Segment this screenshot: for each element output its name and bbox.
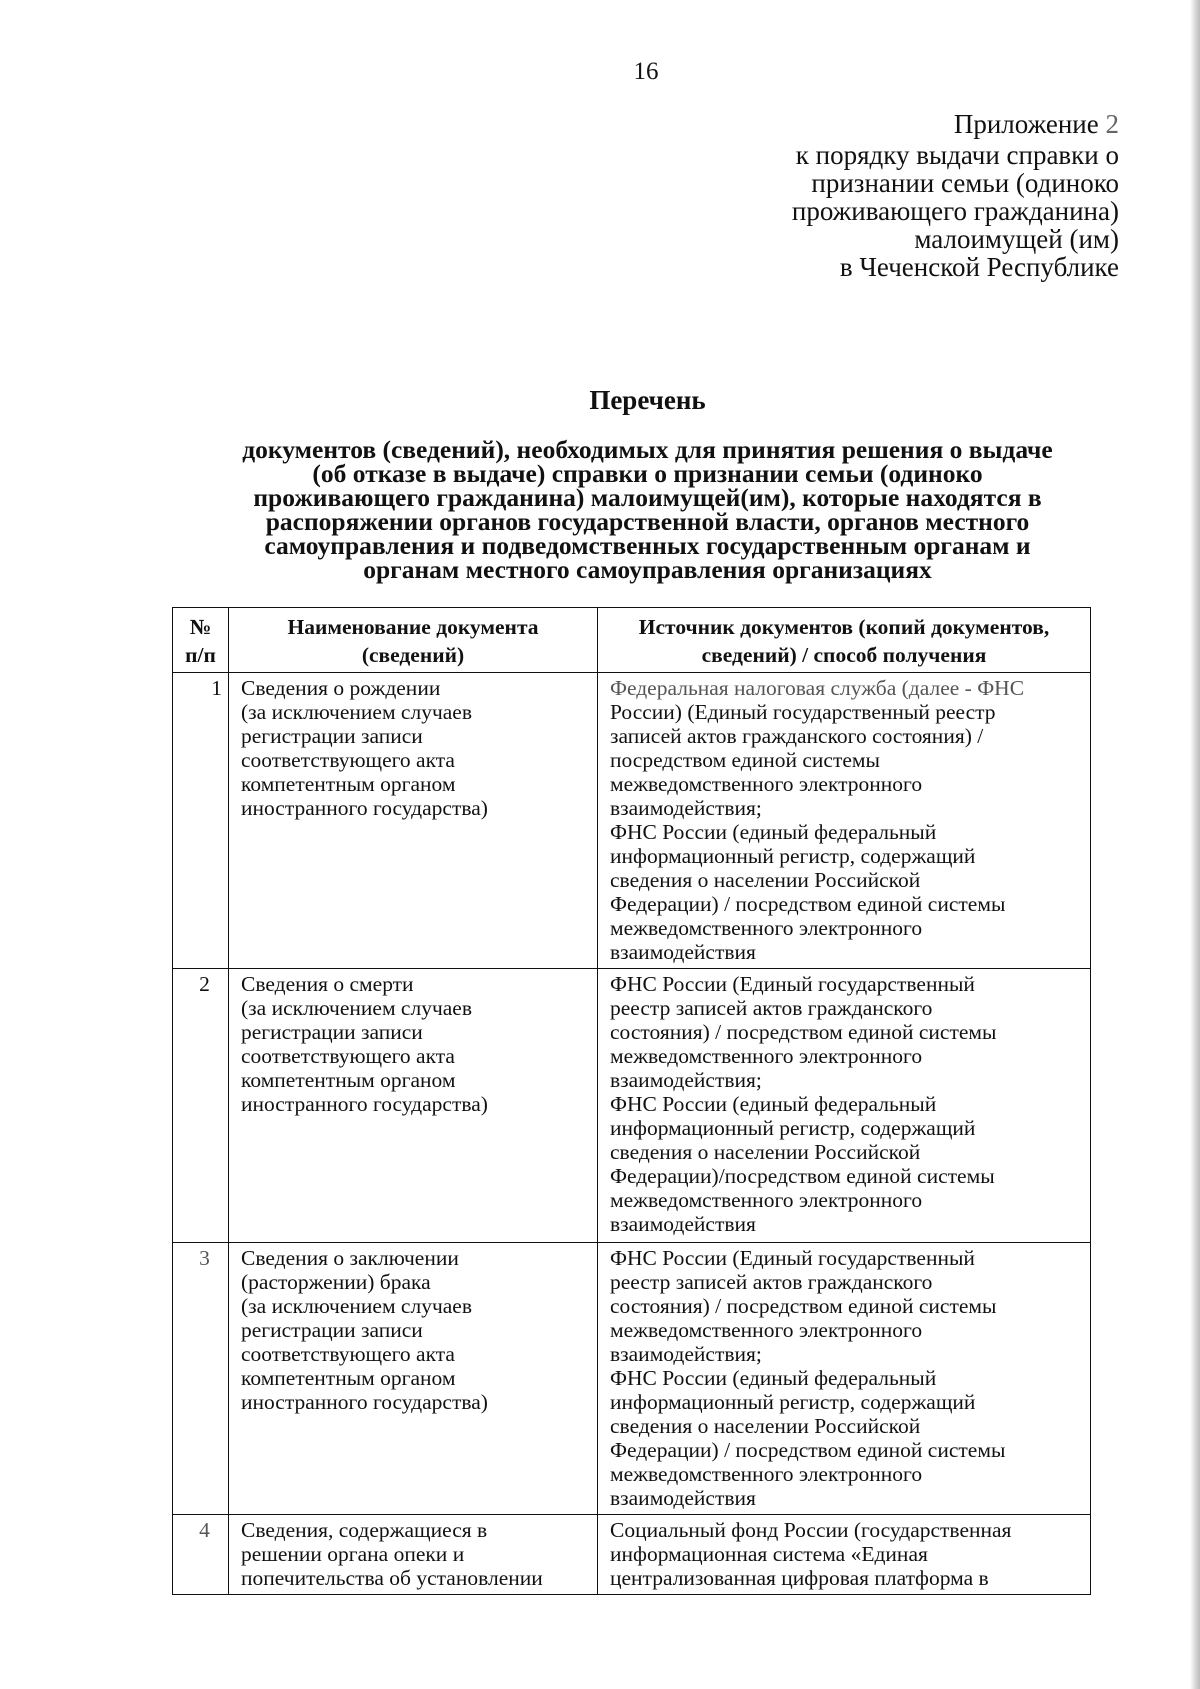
cell-line: регистрации записи	[241, 1318, 423, 1342]
cell-line: записей актов гражданского состояния) /	[610, 724, 984, 748]
row-document-name	[229, 1243, 598, 1515]
header-line: (сведений)	[361, 643, 465, 667]
cell-line: межведомственного электронного	[610, 1462, 923, 1486]
cell-line: компетентным органом	[241, 772, 456, 796]
cell-line: ФНС России (единый федеральный	[610, 1092, 937, 1116]
cell-line: регистрации записи	[241, 1020, 423, 1044]
cell-line: (за исключением случаев	[241, 700, 472, 724]
appendix-number: 2	[1105, 109, 1119, 139]
cell-line: взаимодействия	[610, 1212, 756, 1236]
appendix-line: малоимущей (им)	[914, 224, 1119, 254]
row-number: 1	[173, 673, 229, 969]
cell-line: централизованная цифровая платформа в	[610, 1566, 989, 1590]
header-line: п/п	[185, 643, 216, 667]
cell-line: реестр записей актов гражданского	[610, 996, 933, 1020]
cell-line: взаимодействия	[610, 940, 756, 964]
document-heading	[170, 385, 1125, 582]
cell-line: (за исключением случаев	[241, 996, 472, 1020]
heading-title: Перечень	[589, 385, 706, 415]
cell-line: взаимодействия;	[610, 1068, 762, 1092]
cell-line: соответствующего акта	[241, 1044, 455, 1068]
heading-subtitle-line: проживающего гражданина) малоимущей(им), которые находятся в	[253, 483, 1042, 512]
row-number: 2	[173, 969, 229, 1243]
appendix-title-text: Приложение	[953, 109, 1099, 139]
appendix-line: проживающего гражданина)	[791, 196, 1119, 226]
header-num	[173, 608, 229, 673]
cell-line: Сведения о заключении	[241, 1246, 459, 1270]
cell-line: ФНС России (Единый государственный	[610, 1246, 975, 1270]
cell-line: межведомственного электронного	[610, 772, 923, 796]
row-document-name	[229, 673, 598, 969]
cell-line: взаимодействия;	[610, 1342, 762, 1366]
heading-subtitle-line: документов (сведений), необходимых для принятия решения о выдаче	[242, 435, 1053, 464]
cell-line: состояния) / посредством единой системы	[610, 1020, 997, 1044]
row-number: 3	[173, 1243, 229, 1515]
heading-subtitle-line: распоряжении органов государственной власти, органов местного	[265, 507, 1030, 536]
cell-line: иностранного государства)	[241, 1092, 488, 1116]
cell-line: Федерации) / посредством единой системы	[610, 892, 1006, 916]
cell-line: регистрации записи	[241, 724, 423, 748]
cell-line: реестр записей актов гражданского	[610, 1270, 933, 1294]
appendix-line: к порядку выдачи справки о	[795, 140, 1119, 170]
cell-line: состояния) / посредством единой системы	[610, 1294, 997, 1318]
header-name	[229, 608, 598, 673]
cell-line: компетентным органом	[241, 1366, 456, 1390]
row-source	[598, 969, 1091, 1243]
cell-line: информационный регистр, содержащий	[610, 1390, 976, 1414]
table-header-row	[173, 608, 1091, 673]
row-source	[598, 1243, 1091, 1515]
header-line: №	[189, 615, 212, 639]
documents-table	[172, 607, 1091, 1595]
row-number: 4	[173, 1515, 229, 1595]
cell-line: информационная система «Единая	[610, 1542, 928, 1566]
appendix-line: в Чеченской Республике	[839, 252, 1119, 282]
cell-line: попечительства об установлении	[241, 1566, 543, 1590]
cell-line: Федерации) / посредством единой системы	[610, 1438, 1006, 1462]
row-source	[598, 1515, 1091, 1595]
appendix-block	[640, 110, 1119, 281]
cell-line: соответствующего акта	[241, 748, 455, 772]
cell-line: информационный регистр, содержащий	[610, 844, 976, 868]
heading-subtitle	[170, 435, 1125, 584]
row-source	[598, 673, 1091, 969]
row-document-name	[229, 1515, 598, 1595]
cell-line: посредством единой системы	[610, 748, 880, 772]
page-edge-shadow	[1190, 0, 1200, 1689]
cell-line: информационный регистр, содержащий	[610, 1116, 976, 1140]
cell-line: (расторжении) брака	[241, 1270, 431, 1294]
cell-line: взаимодействия;	[610, 796, 762, 820]
heading-subtitle-line: (об отказе в выдаче) справки о признании семьи (одиноко	[312, 459, 983, 488]
table-row	[173, 1515, 1091, 1595]
cell-line: ФНС России (единый федеральный	[610, 820, 937, 844]
table-row	[173, 969, 1091, 1243]
cell-line: Федерации)/посредством единой системы	[610, 1164, 995, 1188]
header-line: Источник документов (копий документов,	[638, 615, 1050, 639]
cell-line: межведомственного электронного	[610, 1044, 923, 1068]
cell-line: Социальный фонд России (государственная	[610, 1518, 1012, 1542]
page-number: 16	[633, 58, 659, 85]
cell-line: Сведения о рождении	[241, 676, 441, 700]
cell-line: межведомственного электронного	[610, 916, 923, 940]
heading-subtitle-line: самоуправления и подведомственных государственным органам и	[264, 531, 1031, 560]
cell-line: (за исключением случаев	[241, 1294, 472, 1318]
table-row	[173, 1243, 1091, 1515]
header-source	[598, 608, 1091, 673]
cell-line: России) (Единый государственный реестр	[610, 700, 996, 724]
cell-line: компетентным органом	[241, 1068, 456, 1092]
header-line: сведений) / способ получения	[701, 643, 987, 667]
cell-line: межведомственного электронного	[610, 1188, 923, 1212]
cell-line: решении органа опеки и	[241, 1542, 465, 1566]
appendix-title	[640, 110, 1119, 138]
cell-line: Сведения о смерти	[241, 972, 414, 996]
cell-line: сведения о населении Российской	[610, 1140, 921, 1164]
appendix-line: признании семьи (одиноко	[811, 168, 1119, 198]
cell-line: соответствующего акта	[241, 1342, 455, 1366]
cell-line: сведения о населении Российской	[610, 1414, 921, 1438]
cell-line: ФНС России (Единый государственный	[610, 972, 975, 996]
row-document-name	[229, 969, 598, 1243]
cell-line: межведомственного электронного	[610, 1318, 923, 1342]
header-line: Наименование документа	[287, 615, 539, 639]
cell-line: сведения о населении Российской	[610, 868, 921, 892]
cell-line: Федеральная налоговая служба (далее - ФНС	[610, 676, 1025, 700]
cell-line: иностранного государства)	[241, 796, 488, 820]
cell-line: иностранного государства)	[241, 1390, 488, 1414]
cell-line: взаимодействия	[610, 1486, 756, 1510]
heading-subtitle-line: органам местного самоуправления организациях	[363, 555, 932, 584]
cell-line: ФНС России (единый федеральный	[610, 1366, 937, 1390]
cell-line: Сведения, содержащиеся в	[241, 1518, 488, 1542]
table-row	[173, 673, 1091, 969]
